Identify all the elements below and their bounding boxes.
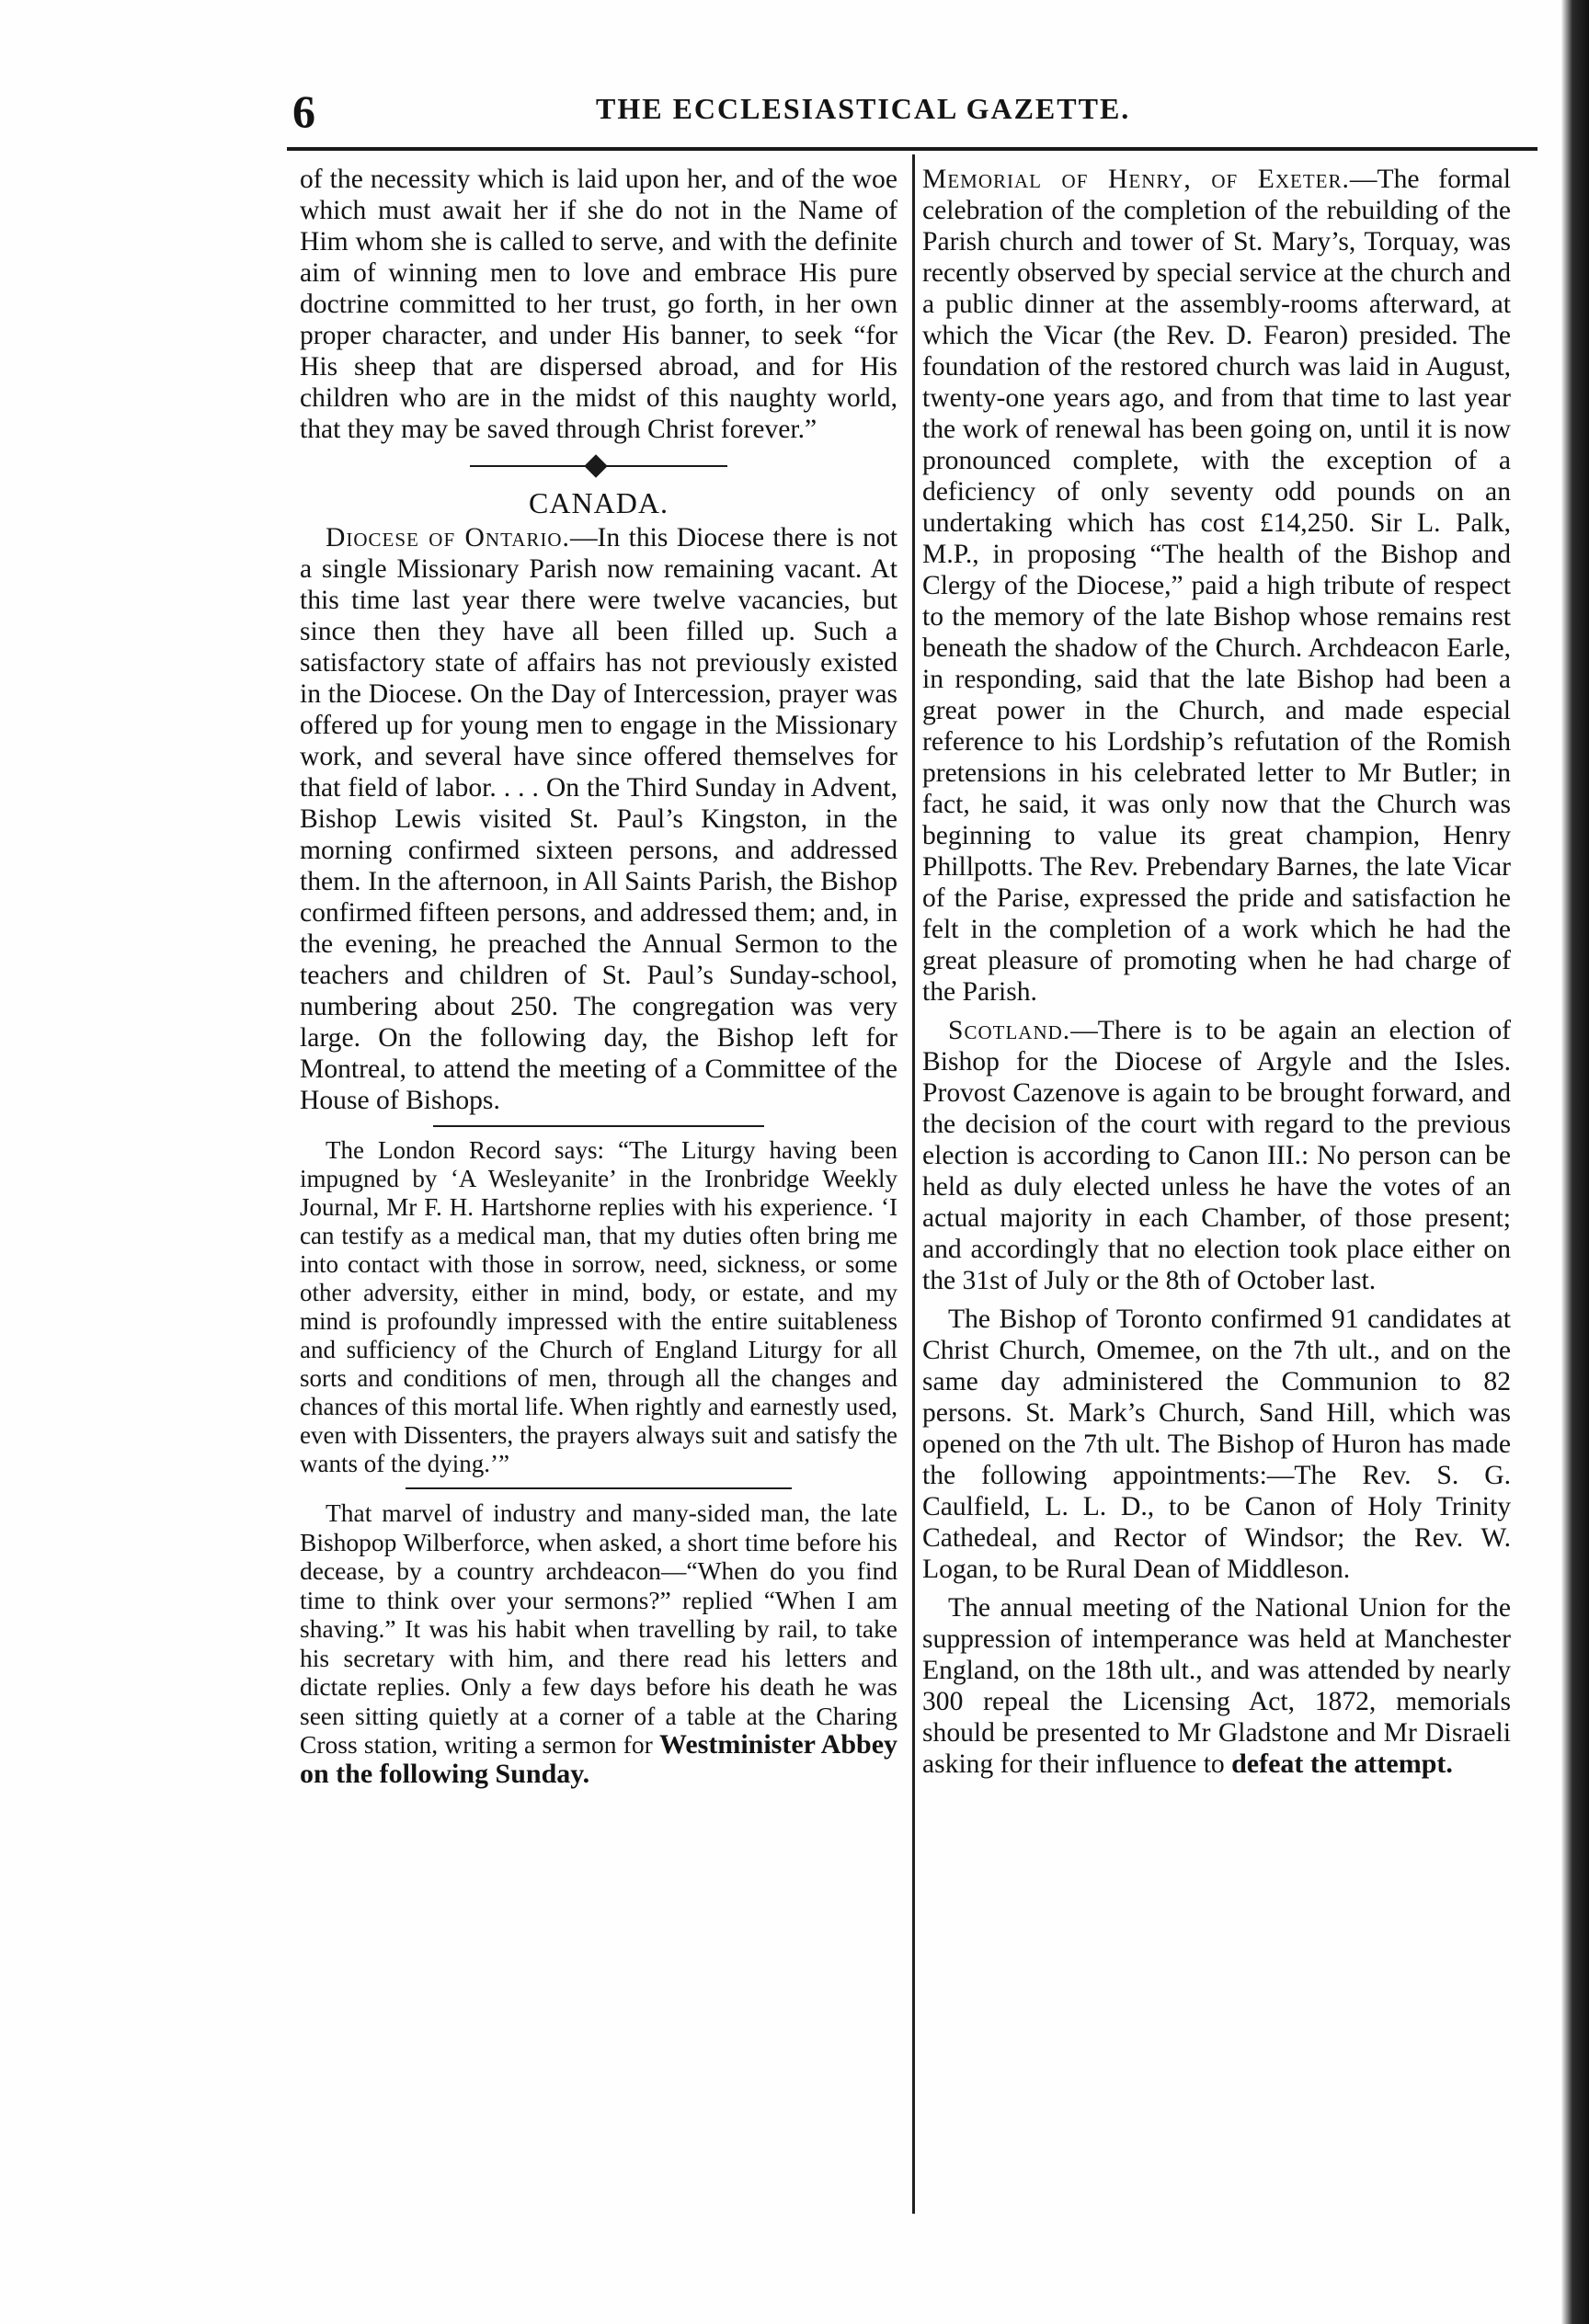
scotland-lead: Scotland. <box>948 1016 1071 1045</box>
wilberforce-last-line: Westminister Abbey on the following Sunday. <box>300 1729 898 1789</box>
page-header <box>292 85 1561 137</box>
scotland-text: —There is to be again an election of Bishop for the Diocese of Argyle and the Isles. Provost Cazenove is again to be brought forward, and the decision of the court with regard to the previous election is according to Canon III.: No person can be held as duly elected unless he have the votes of an actual majority in each Chamber, of those present; and accordingly that no election took place either on the 31st of July or the 8th of October last. <box>922 1016 1511 1295</box>
ontario-text: —In this Diocese there is not a single Missionary Parish now remaining vacant. At this time last year there were twelve vacancies, but since then they have all been filled up. Such a satisfactory state of affairs has not previously existed in the Diocese. On the Day of Intercession, prayer was offered up for young men to engage in the Missionary work, and several have since offered themselves for that field of labor. . . . On the Third Sunday in Advent, Bishop Lewis visited St. Paul’s Kingston, in the morning confirmed sixteen persons, and addressed them. In the afternoon, in All Saints Parish, the Bishop confirmed fifteen persons, and addressed them; and, in the evening, he preached the Annual Sermon to the teachers and children of St. Paul’s Sunday-school, numbering about 250. The congregation was very large. On the following day, the Bishop left for Montreal, to attend the meeting of a Committee of the House of Bishops. <box>300 523 897 1115</box>
opening-paragraph: of the necessity which is laid upon her, and of the woe which must await her if she do not in the Name of Him whom she is called to serve, and with the definite aim of winning men to love and embrace His pure doctrine committed to her trust, go forth, in her own proper character, and under His banner, to seek “for His sheep that are dispersed abroad, and for His children who are in the midst of this naughty world, that they may be saved through Christ forever.” <box>300 165 897 444</box>
right-column <box>922 164 1511 1787</box>
ontario-lead: Diocese of Ontario. <box>326 523 570 553</box>
wilberforce-text: That marvel of industry and many-sided man, the late Bishopop Wilberforce, when asked, a short time before his decease, by a country archdeacon—“When do you find time to think over your sermons?” replied “When I am shaving.” It was his habit when travelling by rail, to take his secretary with him, and there read his letters and dictate replies. Only a few days before his death he was seen sitting quietly at a corner of a table at the Charing Cross station, writing a sermon for <box>300 1498 897 1759</box>
record-paragraph: The London Record says: “The Liturgy having been impugned by ‘A Wesleyanite’ in the Ironbridge Weekly Journal, Mr F. H. Hartshorne replies with his experience. ‘I can testify as a medical man, that my duties often bring me into contact with those in sorrow, need, sickness, or some other adversity, either in mind, body, or estate, and my mind is profoundly impressed with the entire suitableness and sufficiency of the Church of England Liturgy for all sorts and conditions of men, through all the changes and chances of this mortal life. When rightly and earnestly used, even with Dissenters, the prayers always suit and satisfy the wants of the dying.’” <box>300 1136 897 1477</box>
memorial-lead: Memorial of Henry, of Exeter. <box>922 165 1350 194</box>
page-edge-shadow <box>1561 0 1589 2324</box>
left-column <box>300 164 897 1795</box>
scotland-paragraph <box>922 1015 1511 1296</box>
national-text: The annual meeting of the National Union for the suppression of intemperance was held at Manchester England, on the 18th ult., and was attended by nearly 300 repeal the Licensing Act, 1872, memorials should be presented to Mr Gladstone and Mr Disraeli asking for their influence to <box>922 1593 1511 1779</box>
memorial-paragraph <box>922 164 1511 1008</box>
national-last-line: defeat the attempt. <box>1231 1749 1453 1779</box>
section-rule <box>433 1125 764 1127</box>
memorial-text: —The formal celebration of the completion of the rebuilding of the Parish church and tower of St. Mary’s, Torquay, was recently observed by special service at the church and a public dinner at the assembly-rooms afterward, at which the Vicar (the Rev. D. Fearon) presided. The foundation of the restored church was laid in August, twenty-one years ago, and from that time to last year the work of renewal has been going on, until it is now pronounced complete, with the exception of a deficiency of only seventy odd pounds on an undertaking which has cost £14,250. Sir L. Palk, M.P., in proposing “The health of the Bishop and Clergy of the Diocese,” paid a high tribute of respect to the memory of the late Bishop whose remains rest beneath the shadow of the Church. Archdeacon Earle, in responding, said that the late Bishop had been a great power in the Church, and made especial reference to his Lordship’s refutation of the Romish pretensions in his celebrated letter to Mr Butler; in fact, he said, it was only now that the Church was beginning to value its great champion, Henry Phillpotts. The Rev. Prebendary Barnes, the late Vicar of the Parise, expressed the pride and satisfaction he felt in the completion of a work which he had the great pleasure of promoting when he had charge of the Parish. <box>922 165 1511 1007</box>
canada-heading: CANADA. <box>529 486 669 519</box>
header-rule <box>287 147 1538 151</box>
column-divider <box>912 154 915 2214</box>
toronto-paragraph: The Bishop of Toronto confirmed 91 candidates at Christ Church, Omemee, on the 7th ult., and on the same day administered the Communion to 82 persons. St. Mark’s Church, Sand Hill, which was opened on the 7th ult. The Bishop of Huron has made the following appointments:—The Rev. S. G. Caulfield, L. L. D., to be Canon of Holy Trinity Cathedeal, and Rector of Windsor; the Rev. W. Logan, to be Rural Dean of Middleson. <box>922 1304 1511 1584</box>
national-paragraph <box>922 1592 1511 1780</box>
section-rule <box>406 1487 792 1489</box>
ontario-paragraph <box>300 522 897 1116</box>
page-number: 6 <box>292 85 315 137</box>
wilberforce-paragraph <box>300 1498 897 1788</box>
running-head: THE ECCLESIASTICAL GAZETTE. <box>596 92 1131 125</box>
section-ornament <box>470 454 727 480</box>
